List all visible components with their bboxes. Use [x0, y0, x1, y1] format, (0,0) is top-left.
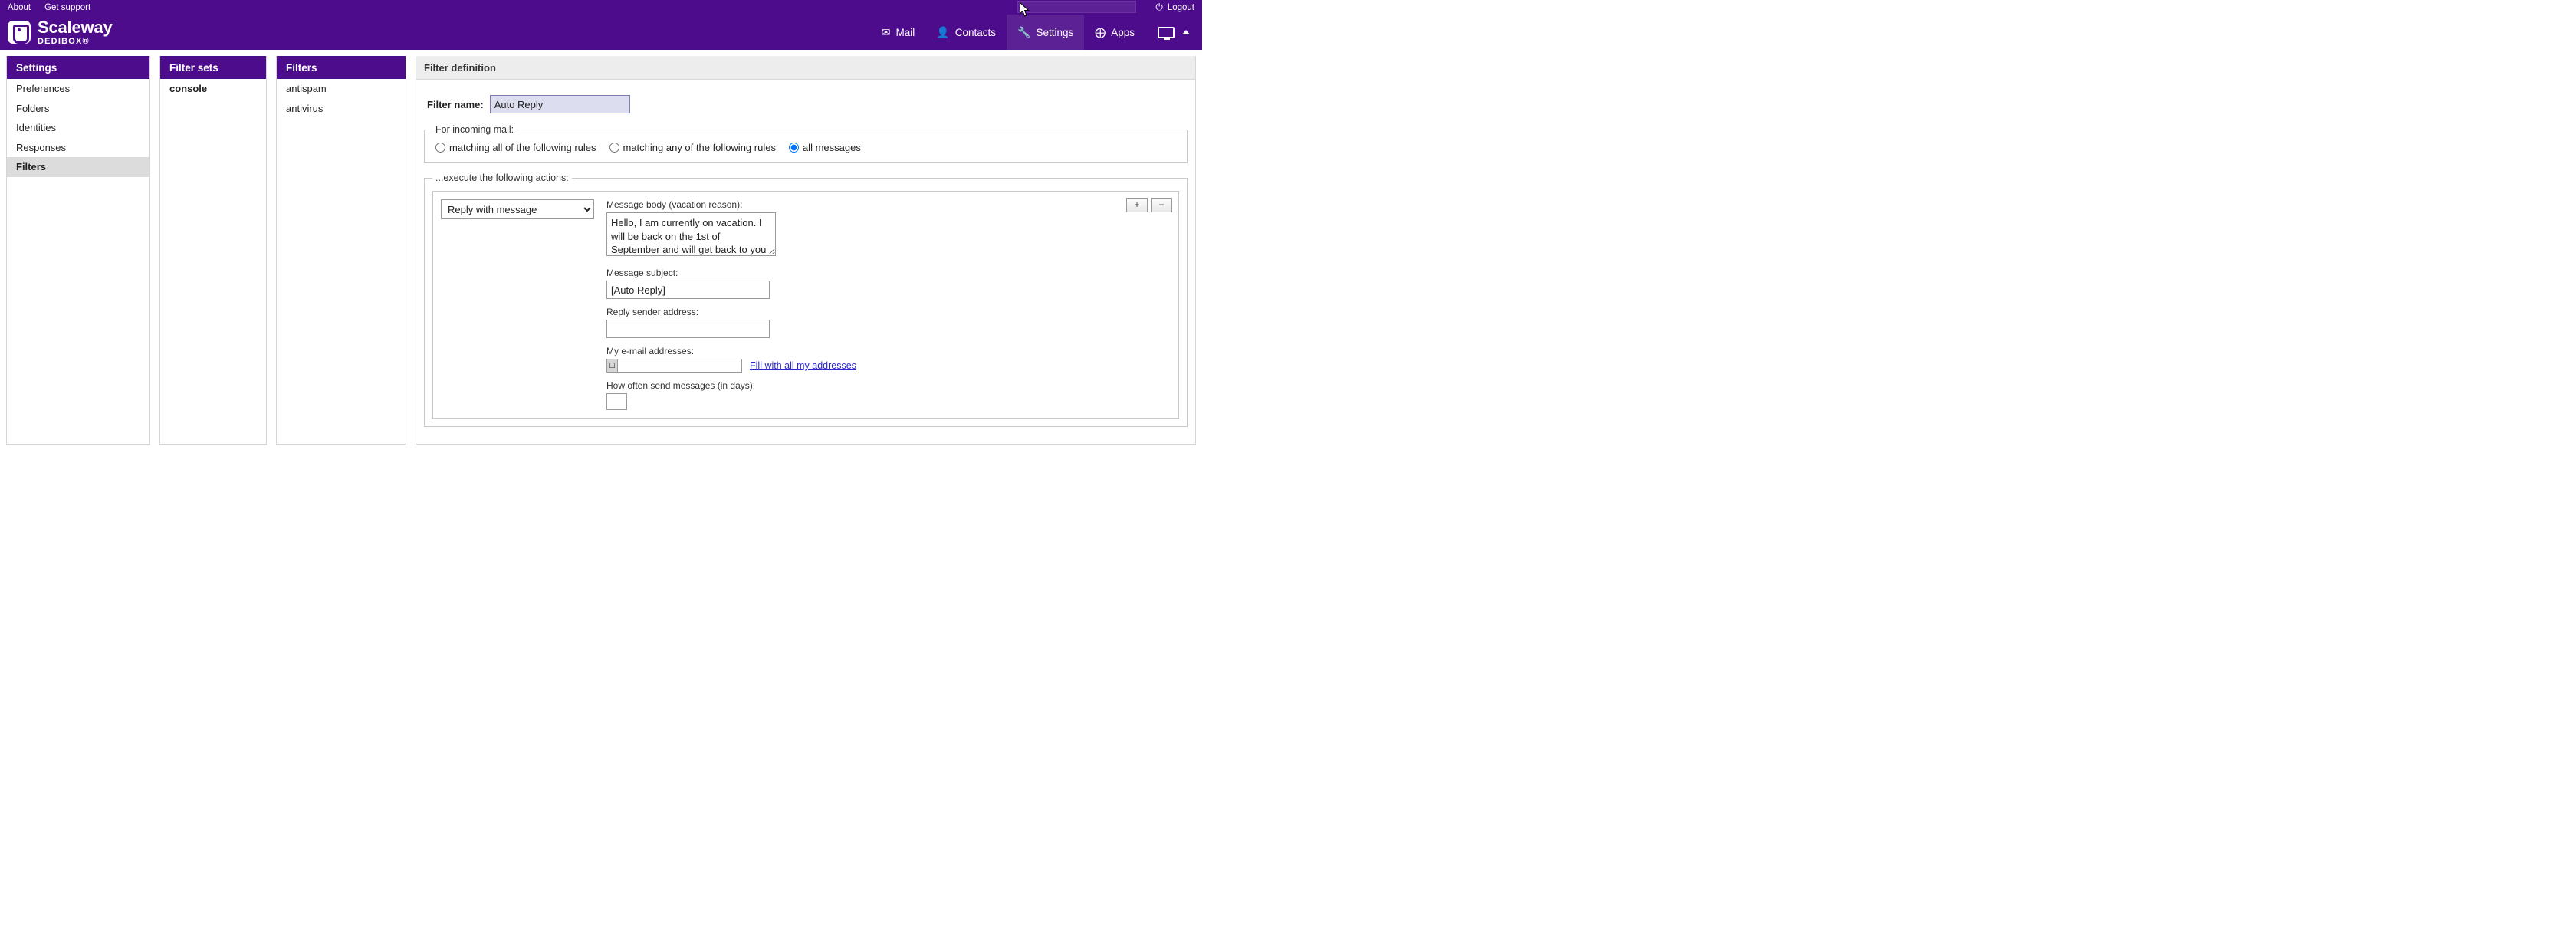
filter-sets-title: Filter sets [160, 56, 266, 79]
envelope-icon: ✉ [881, 26, 891, 38]
nav-item-mail[interactable] [871, 15, 926, 50]
actions-fieldset [424, 172, 1188, 427]
radio-match-any-input[interactable] [610, 143, 619, 153]
filter-set-item-console[interactable] [160, 79, 266, 99]
incoming-mail-fieldset [424, 124, 1188, 163]
radio-match-any-label: matching any of the following rules [623, 142, 776, 153]
logout-label: Logout [1167, 2, 1194, 12]
filter-sets-list [160, 79, 266, 99]
action-buttons [1126, 198, 1172, 212]
filter-name-input[interactable] [490, 95, 630, 113]
action-fields [606, 199, 856, 410]
screen-mode-toggle[interactable] [1145, 15, 1202, 50]
my-emails-row [606, 359, 856, 373]
filter-set-label-console: console [169, 83, 208, 95]
incoming-mail-legend: For incoming mail: [435, 124, 514, 135]
filter-label-antispam: antispam [286, 83, 327, 95]
chevron-up-icon[interactable] [1182, 30, 1190, 34]
sidebar-label-identities: Identities [16, 122, 57, 134]
radio-all-messages-label: all messages [802, 142, 861, 153]
main-nav [871, 15, 1202, 50]
radio-match-all-label: matching all of the following rules [449, 142, 596, 153]
wrench-icon: 🔧 [1017, 26, 1031, 38]
sidebar-item-folders[interactable] [7, 99, 150, 119]
nav-label-contacts: Contacts [955, 26, 996, 38]
message-body-label: Message body (vacation reason): [606, 199, 743, 210]
settings-column [6, 56, 150, 445]
filters-list [277, 79, 406, 118]
settings-list [7, 79, 150, 177]
my-emails-widget[interactable] [606, 359, 742, 373]
action-type-select[interactable] [441, 199, 594, 219]
add-action-button[interactable]: + [1126, 198, 1148, 212]
action-block [432, 191, 1179, 419]
filter-definition-panel [416, 56, 1196, 445]
nav-item-contacts[interactable] [925, 15, 1007, 50]
sidebar-item-filters[interactable] [7, 157, 150, 177]
nav-item-settings[interactable] [1007, 15, 1084, 50]
filter-label-antivirus: antivirus [286, 102, 324, 114]
message-subject-label: Message subject: [606, 268, 678, 278]
top-utility-bar [0, 0, 1202, 15]
my-emails-group [606, 346, 856, 373]
radio-match-all[interactable] [435, 142, 596, 153]
content-area [0, 50, 1202, 445]
message-subject-input[interactable] [606, 281, 770, 299]
message-body-textarea[interactable] [606, 212, 776, 256]
about-link[interactable]: About [8, 2, 31, 12]
filter-item-antispam[interactable] [277, 79, 406, 99]
how-often-input[interactable] [606, 393, 627, 410]
filter-name-row [427, 95, 1188, 113]
top-utility-links [8, 3, 90, 12]
my-emails-label: My e-mail addresses: [606, 346, 695, 356]
nav-label-settings: Settings [1036, 26, 1074, 38]
reply-sender-label: Reply sender address: [606, 307, 699, 317]
filter-name-label: Filter name: [427, 98, 484, 110]
brand-sub: DEDIBOX® [38, 36, 90, 46]
filter-sets-column [159, 56, 267, 445]
radio-all-messages[interactable] [789, 142, 861, 153]
scaleway-logo-icon [8, 21, 31, 44]
nav-item-apps[interactable] [1084, 15, 1145, 50]
sidebar-item-responses[interactable] [7, 138, 150, 158]
brand-name: Scaleway [38, 17, 113, 37]
filters-column [276, 56, 406, 445]
brand-text [38, 19, 112, 46]
incoming-mail-radios [432, 140, 1179, 155]
sidebar-label-folders: Folders [16, 102, 50, 114]
action-row [441, 199, 1171, 410]
reply-sender-group [606, 307, 856, 338]
panel-body [416, 80, 1195, 427]
nav-label-mail: Mail [895, 26, 915, 38]
settings-column-title: Settings [7, 56, 150, 79]
plus-square-icon: ⨁ [1095, 26, 1106, 38]
my-emails-input[interactable] [618, 359, 741, 372]
radio-all-messages-input[interactable] [789, 143, 799, 153]
sidebar-label-filters: Filters [16, 161, 47, 173]
radio-match-all-input[interactable] [435, 143, 445, 153]
radio-match-any[interactable] [610, 142, 776, 153]
filters-title: Filters [277, 56, 406, 79]
how-often-label: How often send messages (in days): [606, 380, 756, 391]
sidebar-item-identities[interactable] [7, 118, 150, 138]
reply-sender-input[interactable] [606, 320, 770, 338]
message-subject-group [606, 268, 856, 299]
sidebar-item-preferences[interactable] [7, 79, 150, 99]
nav-label-apps: Apps [1111, 26, 1135, 38]
remove-action-button[interactable]: − [1151, 198, 1172, 212]
actions-legend: ...execute the following actions: [435, 172, 569, 183]
logout-area[interactable] [1155, 0, 1194, 15]
panel-title: Filter definition [416, 56, 1195, 80]
sidebar-label-preferences: Preferences [16, 83, 71, 95]
address-book-icon[interactable]: ☐ [607, 359, 618, 372]
sidebar-label-responses: Responses [16, 141, 67, 153]
power-icon: ⏻ [1155, 2, 1163, 12]
top-search-input[interactable] [1017, 1, 1136, 13]
how-often-group [606, 380, 856, 410]
brand[interactable] [0, 19, 112, 46]
monitor-icon [1158, 27, 1175, 38]
get-support-link[interactable]: Get support [44, 2, 91, 12]
person-icon: 👤 [936, 26, 950, 38]
app-header [0, 15, 1202, 50]
filter-item-antivirus[interactable] [277, 99, 406, 119]
fill-all-addresses-link[interactable]: Fill with all my addresses [750, 360, 856, 371]
